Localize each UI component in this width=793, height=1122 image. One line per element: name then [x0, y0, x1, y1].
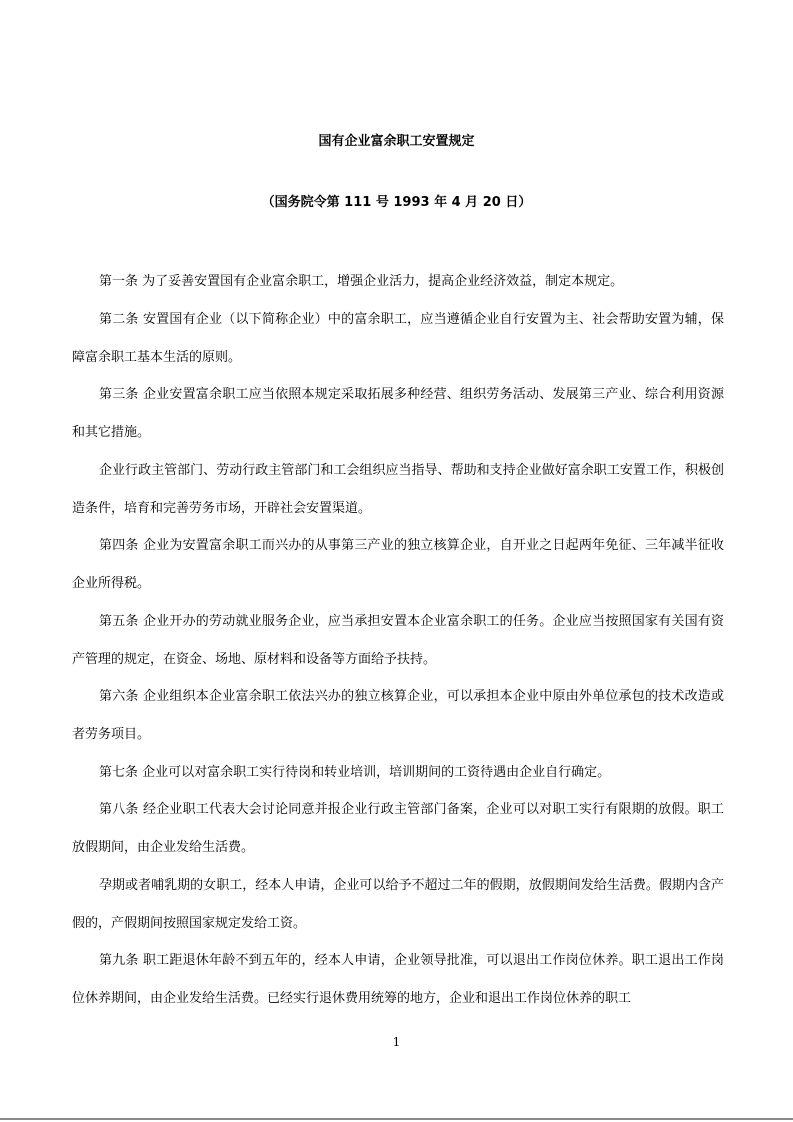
- article-6-paragraph: 第六条 企业组织本企业富余职工依法兴办的独立核算企业，可以承担本企业中原由外单位承包的技术改造或者劳务项目。: [72, 689, 724, 742]
- article-8-paragraph: 第八条 经企业职工代表大会讨论同意并报企业行政主管部门备案，企业可以对职工实行有限期的放假。职工放假期间，由企业发给生活费。: [72, 802, 724, 855]
- article-8-continuation-paragraph: 孕期或者哺乳期的女职工，经本人申请，企业可以给予不超过二年的假期，放假期间发给生活费。假期内含产假的，产假期间按照国家规定发给工资。: [72, 877, 724, 931]
- document-body: [72, 263, 724, 1018]
- article-9-paragraph: 第九条 职工距退休年龄不到五年的，经本人申请，企业领导批准，可以退出工作岗位休养。职工退出工作岗位休养期间，由企业发给生活费。已经实行退休费用统筹的地方，企业和退出工作岗位休养的职工: [72, 953, 724, 1006]
- page-bottom-divider: [0, 1118, 793, 1120]
- document-title: 国有企业富余职工安置规定: [318, 134, 475, 149]
- article-2-paragraph: 第二条 安置国有企业（以下简称企业）中的富余职工，应当遵循企业自行安置为主、社会帮助安置为辅，保障富余职工基本生活的原则。: [72, 311, 724, 365]
- article-5-paragraph: 第五条 企业开办的劳动就业服务企业，应当承担安置本企业富余职工的任务。企业应当按照国家有关国有资产管理的规定，在资金、场地、原材料和设备等方面给予扶持。: [72, 613, 724, 667]
- article-4-paragraph: 第四条 企业为安置富余职工而兴办的从事第三产业的独立核算企业，自开业之日起两年免征、三年减半征收企业所得税。: [72, 538, 724, 591]
- article-3-paragraph: 第三条 企业安置富余职工应当依照本规定采取拓展多种经营、组织劳务活动、发展第三产业、综合利用资源和其它措施。: [72, 387, 724, 440]
- article-7-paragraph: 第七条 企业可以对富余职工实行待岗和转业培训，培训期间的工资待遇由企业自行确定。: [99, 764, 611, 780]
- page-number: 1: [392, 1035, 401, 1049]
- article-1-paragraph: 第一条 为了妥善安置国有企业富余职工，增强企业活力，提高企业经济效益，制定本规定。: [99, 274, 624, 289]
- document-subtitle: （国务院令第 111 号 1993 年 4 月 20 日）: [261, 195, 532, 210]
- article-3-continuation-paragraph: 企业行政主管部门、劳动行政主管部门和工会组织应当指导、帮助和支持企业做好富余职工安置工作，积极创造条件，培育和完善劳务市场，开辟社会安置渠道。: [72, 462, 724, 516]
